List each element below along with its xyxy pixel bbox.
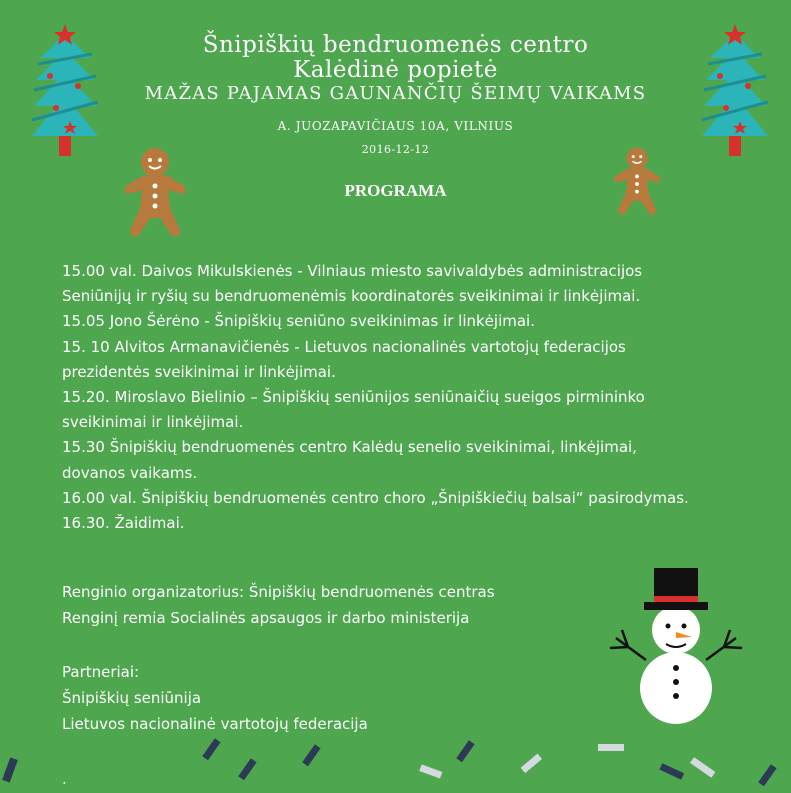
program-list	[62, 259, 787, 536]
event-address: A. JUOZAPAVIČIAUS 10A, VILNIUS	[277, 119, 514, 133]
program-line: 15.20. Miroslavo Bielinio – Šnipiškių seniūnijos seniūnaičių sueigos pirmininko	[62, 388, 645, 407]
program-line: 15. 10 Alvitos Armanavičienės - Lietuvos nacionalinės vartotojų federacijos	[62, 337, 626, 356]
partner-item: Lietuvos nacionalinė vartotojų federacija	[62, 715, 368, 733]
confetti-decoration	[0, 738, 791, 793]
program-line: sveikinimai ir linkėjimai.	[62, 413, 244, 432]
sponsor-line: Renginį remia Socialinės apsaugos ir darbo ministerija	[62, 609, 470, 627]
program-line: 15.30 Šnipiškių bendruomenės centro Kalėdų senelio sveikinimai, linkėjimai,	[62, 438, 637, 457]
program-line: 16.00 val. Šnipiškių bendruomenės centro choro „Šnipiškiečių balsai“ pasirodymas.	[62, 488, 689, 507]
program-line: Seniūnijų ir ryšių su bendruomenėmis koordinatorės sveikinimai ir linkėjimai.	[62, 287, 641, 306]
title-line-1: Šnipiškių bendruomenės centro	[202, 32, 589, 58]
snowman-icon	[606, 564, 746, 724]
footer-dot: .	[62, 770, 67, 788]
title-line-2: Kalėdinė popietė	[293, 57, 498, 83]
program-line: 15.05 Jono Šėrėno - Šnipiškių seniūno sveikinimas ir linkėjimai.	[62, 312, 535, 331]
partners-block	[62, 659, 368, 737]
program-line: prezidentės sveikinimai ir linkėjimai.	[62, 362, 336, 381]
organizer-line: Renginio organizatorius: Šnipiškių bendruomenės centras	[62, 583, 495, 601]
partner-item: Šnipiškių seniūnija	[62, 689, 202, 707]
title-line-3: MAŽAS PAJAMAS GAUNANČIŲ ŠEIMŲ VAIKAMS	[144, 83, 647, 104]
section-title-programa: PROGRAMA	[344, 181, 447, 200]
organizer-block	[62, 579, 495, 631]
program-line: dovanos vaikams.	[62, 463, 198, 482]
partners-heading: Partneriai:	[62, 663, 140, 681]
program-line: 16.30. Žaidimai.	[62, 514, 185, 533]
program-line: 15.00 val. Daivos Mikulskienės - Vilniaus miesto savivaldybės administracijos	[62, 262, 643, 280]
event-date: 2016-12-12	[361, 143, 430, 156]
